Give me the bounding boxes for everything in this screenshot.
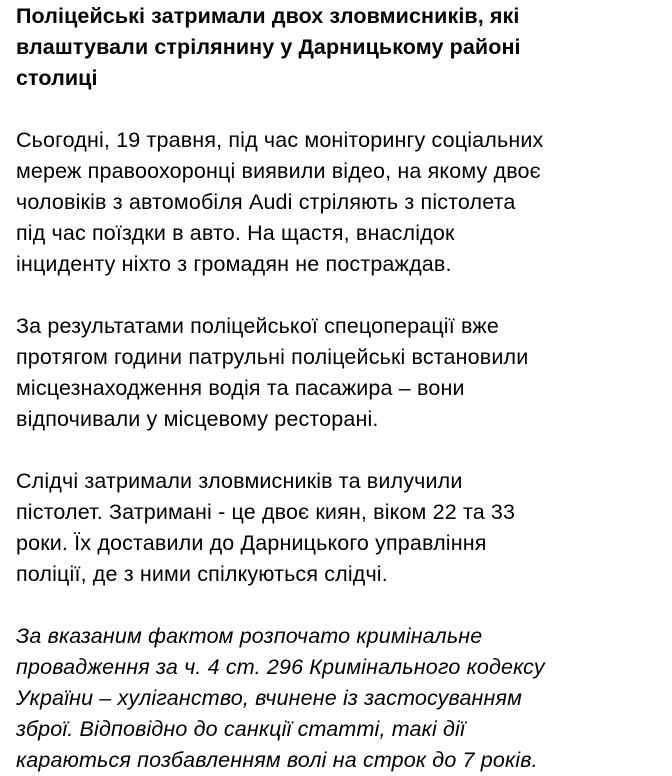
paragraph-line: відпочивали у місцевому ресторані. [16,407,379,431]
paragraph-incident [16,125,666,280]
paragraph-line: України – хуліганство, вчинене із застосуванням [16,686,523,710]
title-line: влаштували стрілянину у Дарницькому районі [16,35,521,59]
post-title [16,0,666,94]
paragraph-legal-note [16,621,666,776]
paragraph-line: мереж правоохоронці виявили відео, на якому двоє [16,159,541,183]
paragraph-detention [16,466,666,590]
paragraph-line: протягом години патрульні поліцейські встановили [16,345,529,369]
paragraph-line: зброї. Відповідно до санкції статті, такі дії [16,717,465,741]
post-body [16,0,666,776]
paragraph-line: Сьогодні, 19 травня, під час моніторингу соціальних [16,128,544,152]
paragraph-line: караються позбавленням волі на строк до 7 років. [16,748,538,772]
paragraph-line: провадження за ч. 4 ст. 296 Кримінального кодексу [16,655,545,679]
paragraph-line: інциденту ніхто з громадян не постраждав. [16,252,452,276]
title-line: Поліцейські затримали двох зловмисників, які [16,4,520,28]
paragraph-operation [16,311,666,435]
paragraph-line: місцезнаходження водія та пасажира – вони [16,376,465,400]
paragraph-line: роки. Їх доставили до Дарницького управління [16,531,487,555]
paragraph-line: поліції, де з ними спілкуються слідчі. [16,562,388,586]
paragraph-line: За результатами поліцейської спецоперації вже [16,314,499,338]
paragraph-line: Слідчі затримали зловмисників та вилучили [16,469,463,493]
paragraph-line: чоловіків з автомобіля Audi стріляють з пістолета [16,190,516,214]
paragraph-line: пістолет. Затримані - це двоє киян, віком 22 та 33 [16,500,516,524]
paragraph-line: під час поїздки в авто. На щастя, внаслідок [16,221,455,245]
paragraph-line: За вказаним фактом розпочато кримінальне [16,624,483,648]
title-line: столиці [16,66,98,90]
